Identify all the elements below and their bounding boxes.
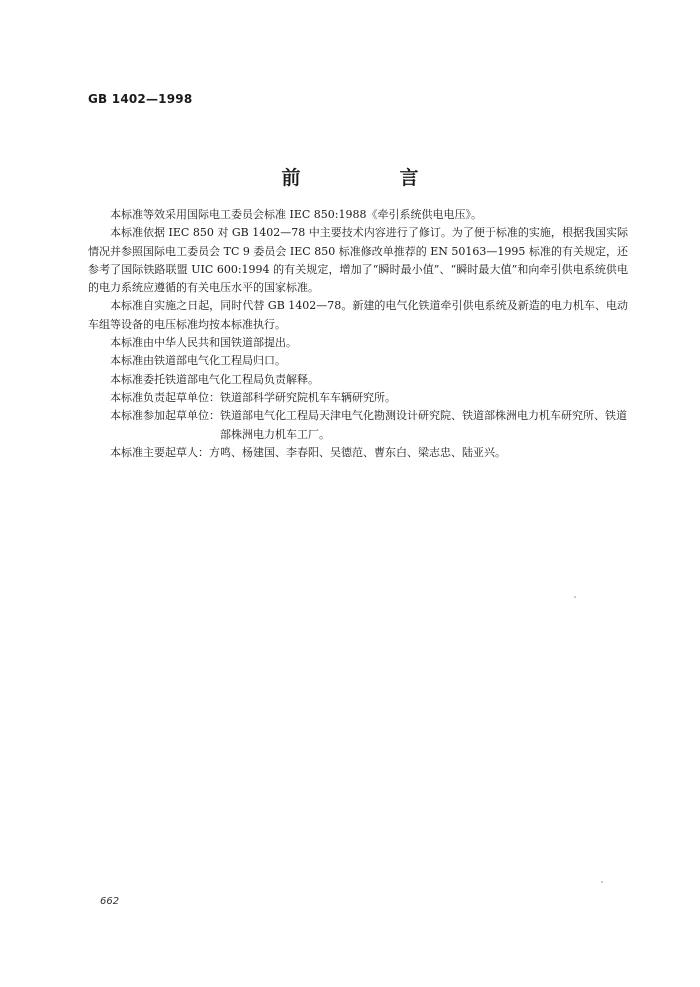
standard-code: GB 1402—1998 xyxy=(88,92,193,106)
scan-speck xyxy=(574,596,576,598)
participating-units-label: 本标准参加起草单位： xyxy=(110,409,220,423)
paragraph-responsible-unit: 本标准负责起草单位：铁道部科学研究院机车车辆研究所。 xyxy=(110,390,396,404)
paragraph-drafters: 本标准主要起草人：方鸣、杨建国、李春阳、吴德范、曹东白、梁志忠、陆亚兴。 xyxy=(110,445,506,459)
paragraph-proposed-by: 本标准由中华人民共和国铁道部提出。 xyxy=(110,336,297,350)
paragraph-adoption: 本标准等效采用国际电工委员会标准 IEC 850:1988《牵引系统供电电压》。 xyxy=(110,208,482,221)
scan-speck xyxy=(601,881,603,883)
participating-units-value: 铁道部电气化工程局天津电气化勘测设计研究院、铁道部株洲电力机车研究所、铁道部株洲电力机车工厂。 xyxy=(220,409,627,441)
paragraph-participating-units xyxy=(88,407,628,444)
page-number: 662 xyxy=(100,896,120,907)
paragraph-centralized-by: 本标准由铁道部电气化工程局归口。 xyxy=(110,354,286,368)
paragraph-interpretation: 本标准委托铁道部电气化工程局负责解释。 xyxy=(110,372,319,386)
page-title: 前 言 xyxy=(281,167,459,189)
foreword-body xyxy=(88,206,628,462)
paragraph-replacement: 本标准自实施之日起，同时代替 GB 1402—78。新建的电气化铁道牵引供电系统及新造的电力机车、电动车组等设备的电压标准均按本标准执行。 xyxy=(88,299,628,331)
paragraph-revision: 本标准依据 IEC 850 对 GB 1402—78 中主要技术内容进行了修订。为了便于标准的实施，根据我国实际情况并参照国际电工委员会 TC 9 委员会 IEC 850 标准修改单推荐的 EN 50163—1995 标准的有关规定，还参考了国际铁路联盟 UIC 600:1994 的有关规定，增加了“瞬时最小值”、“瞬时最大值”和向牵引供电系统供电的电力系统应遵循的有关电压水平的国家标准。 xyxy=(88,226,628,295)
